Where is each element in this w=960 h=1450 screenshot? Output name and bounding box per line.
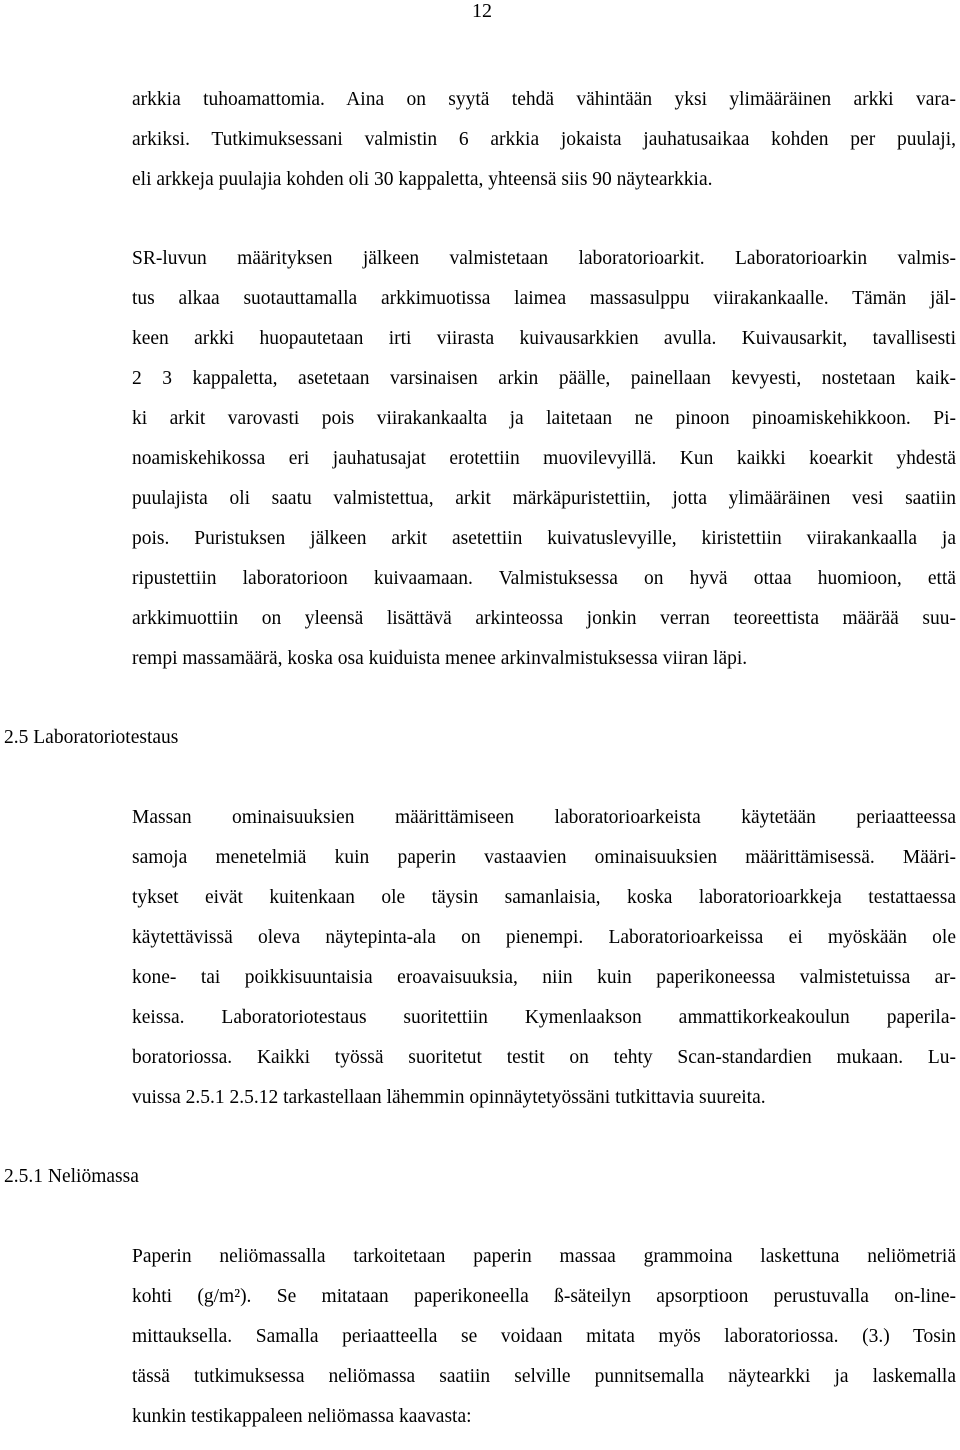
text-line: Paperin neliömassalla tarkoitetaan paperin massaa grammoina laskettuna neliömetriä xyxy=(132,1246,956,1267)
text-line: vuissa 2.5.1 2.5.12 tarkastellaan lähemmin opinnäytetyössäni tutkittavia suureita. xyxy=(132,1087,766,1108)
text-line: kohti (g/m²). Se mitataan paperikoneella ß-säteilyn apsorptioon perustuvalla on-line- xyxy=(132,1286,956,1307)
text-line: SR-luvun määrityksen jälkeen valmistetaan laboratorioarkit. Laboratorioarkin valmis- xyxy=(132,248,956,269)
text-line: 2 3 kappaletta, asetetaan varsinaisen arkin päälle, painellaan kevyesti, nostetaan kaik- xyxy=(132,368,956,389)
text-line: Massan ominaisuuksien määrittämiseen laboratorioarkeista käytetään periaatteessa xyxy=(132,807,956,828)
text-line: ripustettiin laboratorioon kuivaamaan. Valmistuksessa on hyvä ottaa huomioon, että xyxy=(132,568,956,589)
text-line: kone- tai poikkisuuntaisia eroavaisuuksia, niin kuin paperikoneessa valmistetuissa ar- xyxy=(132,967,956,988)
text-line: boratoriossa. Kaikki työssä suoritetut testit on tehty Scan-standardien mukaan. Lu- xyxy=(132,1047,956,1068)
text-line: arkkia tuhoamattomia. Aina on syytä tehdä vähintään yksi ylimääräinen arkki vara- xyxy=(132,89,956,110)
page-number: 12 xyxy=(472,0,492,22)
text-line: tykset eivät kuitenkaan ole täysin samanlaisia, koska laboratorioarkkeja testattaessa xyxy=(132,887,956,908)
text-line: pois. Puristuksen jälkeen arkit asetettiin kuivatuslevyille, kiristettiin viirakankaalla ja xyxy=(132,528,956,549)
text-line: rempi massamäärä, koska osa kuiduista menee arkinvalmistuksessa viiran läpi. xyxy=(132,648,748,669)
text-line: arkiksi. Tutkimuksessani valmistin 6 arkkia jokaista jauhatusaikaa kohden per puulaji, xyxy=(132,129,956,150)
text-line: kunkin testikappaleen neliömassa kaavasta: xyxy=(132,1406,472,1427)
text-line: arkkimuottiin on yleensä lisättävä arkinteossa jonkin verran teoreettista määrää suu- xyxy=(132,608,956,629)
text-line: mittauksella. Samalla periaatteella se voidaan mitata myös laboratoriossa. (3.) Tosin xyxy=(132,1326,956,1347)
text-line: noamiskehikossa eri jauhatusajat erotettiin muovilevyillä. Kun kaikki koearkit yhdestä xyxy=(132,448,956,469)
section-heading-2-5: 2.5 Laboratoriotestaus xyxy=(4,727,179,748)
text-line: keissa. Laboratoriotestaus suoritettiin Kymenlaakson ammattikorkeakoulun paperila- xyxy=(132,1007,956,1028)
text-line: keen arkki huopautetaan irti viirasta kuivausarkkien avulla. Kuivausarkit, tavallisesti xyxy=(132,328,956,349)
text-line: käytettävissä oleva näytepinta-ala on pienempi. Laboratorioarkeissa ei myöskään ole xyxy=(132,927,956,948)
text-line: tässä tutkimuksessa neliömassa saatiin selville punnitsemalla näytearkki ja laskemalla xyxy=(132,1366,956,1387)
text-line: ki arkit varovasti pois viirakankaalta ja laitetaan ne pinoon pinoamiskehikkoon. Pi- xyxy=(132,408,956,429)
section-heading-2-5-1: 2.5.1 Neliömassa xyxy=(4,1166,139,1187)
text-line: samoja menetelmiä kuin paperin vastaavien ominaisuuksien määrittämisessä. Määri- xyxy=(132,847,956,868)
text-line: tus alkaa suotauttamalla arkkimuotissa laimea massasulppu viirakankaalle. Tämän jäl- xyxy=(132,288,956,309)
text-line: eli arkkeja puulajia kohden oli 30 kappaletta, yhteensä siis 90 näytearkkia. xyxy=(132,169,713,190)
text-line: puulajista oli saatu valmistettua, arkit märkäpuristettiin, jotta ylimääräinen vesi saatiin xyxy=(132,488,956,509)
